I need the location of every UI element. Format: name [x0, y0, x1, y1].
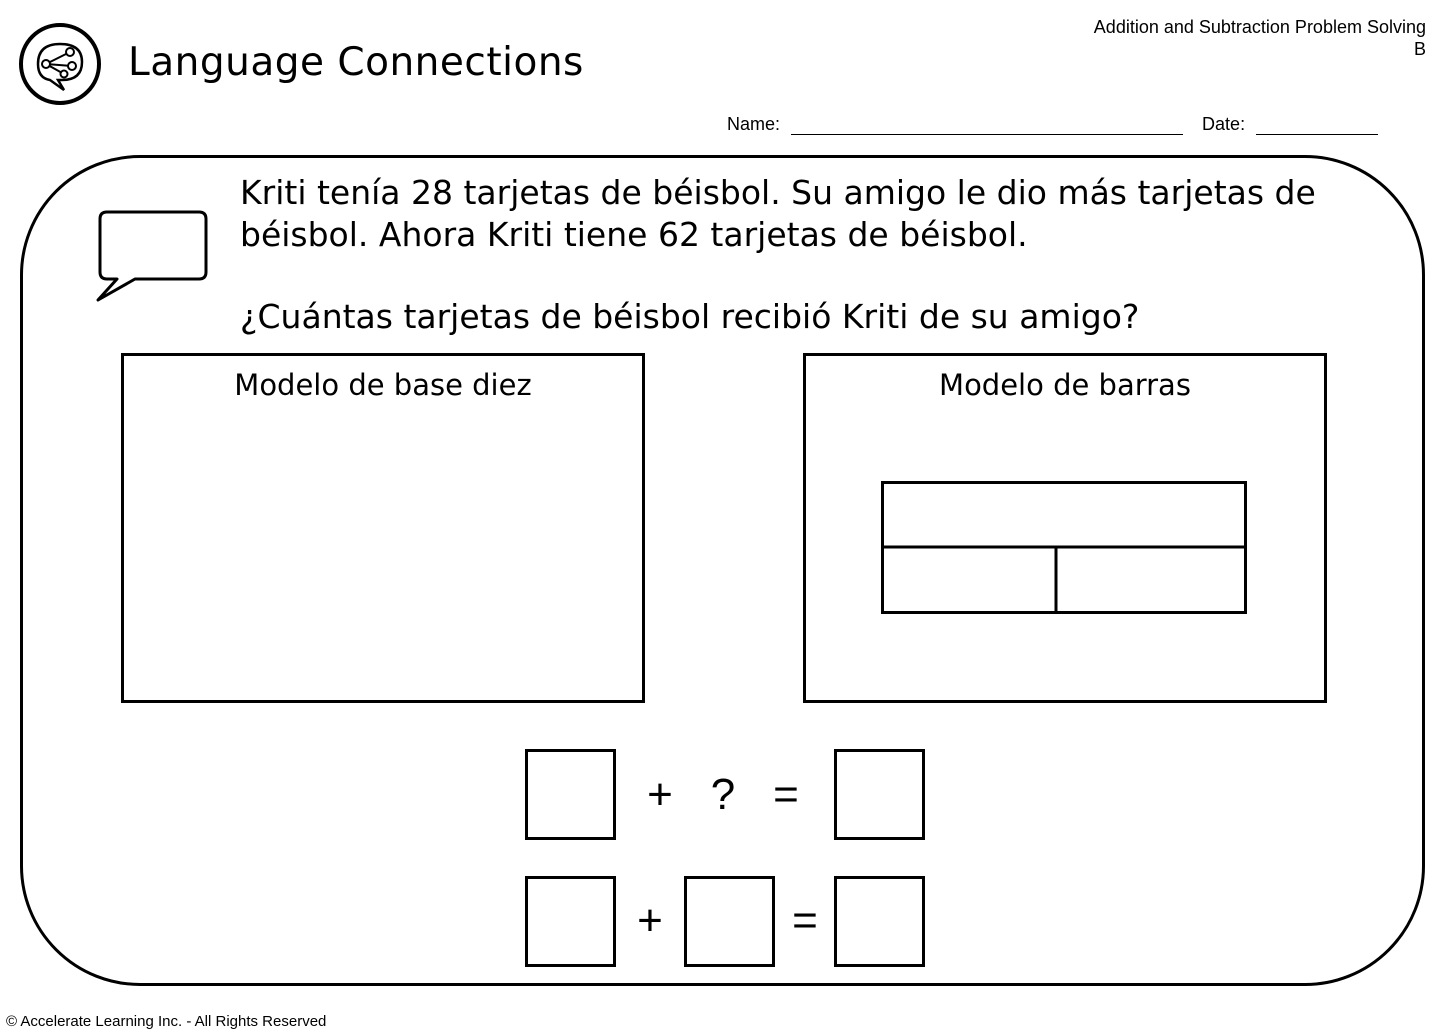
equation1-addend-box[interactable]: [525, 749, 616, 840]
language-connections-logo-icon: [18, 22, 104, 108]
base-ten-model-panel[interactable]: [121, 353, 645, 703]
equation1-equals: =: [773, 770, 799, 819]
bar-model-title: Modelo de barras: [939, 368, 1191, 402]
name-date-row: [727, 114, 1378, 135]
equation2-plus: +: [637, 896, 663, 945]
problem-text: Kriti tenía 28 tarjetas de béisbol. Su amigo le dio más tarjetas de béisbol. Ahora Kriti tiene 62 tarjetas de béisbol.: [240, 173, 1316, 254]
topic-version: B: [1413, 39, 1426, 59]
worksheet-topic: [1094, 16, 1426, 60]
equation1-sum-box[interactable]: [834, 749, 925, 840]
equation1-plus: +: [647, 770, 673, 819]
equation2-addend1-box[interactable]: [525, 876, 616, 967]
equation1-unknown: ?: [710, 770, 736, 819]
speech-bubble-icon: [95, 208, 211, 304]
problem-question: ¿Cuántas tarjetas de béisbol recibió Kriti de su amigo?: [240, 297, 1140, 336]
name-label: Name:: [727, 114, 781, 134]
bar-model-diagram: [881, 481, 1247, 614]
copyright-footer: © Accelerate Learning Inc. - All Rights Reserved: [6, 1013, 327, 1030]
date-field[interactable]: [1256, 116, 1378, 135]
equation2-sum-box[interactable]: [834, 876, 925, 967]
base-ten-title: Modelo de base diez: [234, 368, 532, 402]
brand-title: Language Connections: [128, 40, 584, 85]
name-field[interactable]: [791, 116, 1183, 135]
date-label: Date:: [1202, 114, 1246, 134]
equation2-addend2-box[interactable]: [684, 876, 775, 967]
equation2-equals: =: [792, 896, 818, 945]
topic-title: Addition and Subtraction Problem Solving: [1093, 17, 1426, 37]
